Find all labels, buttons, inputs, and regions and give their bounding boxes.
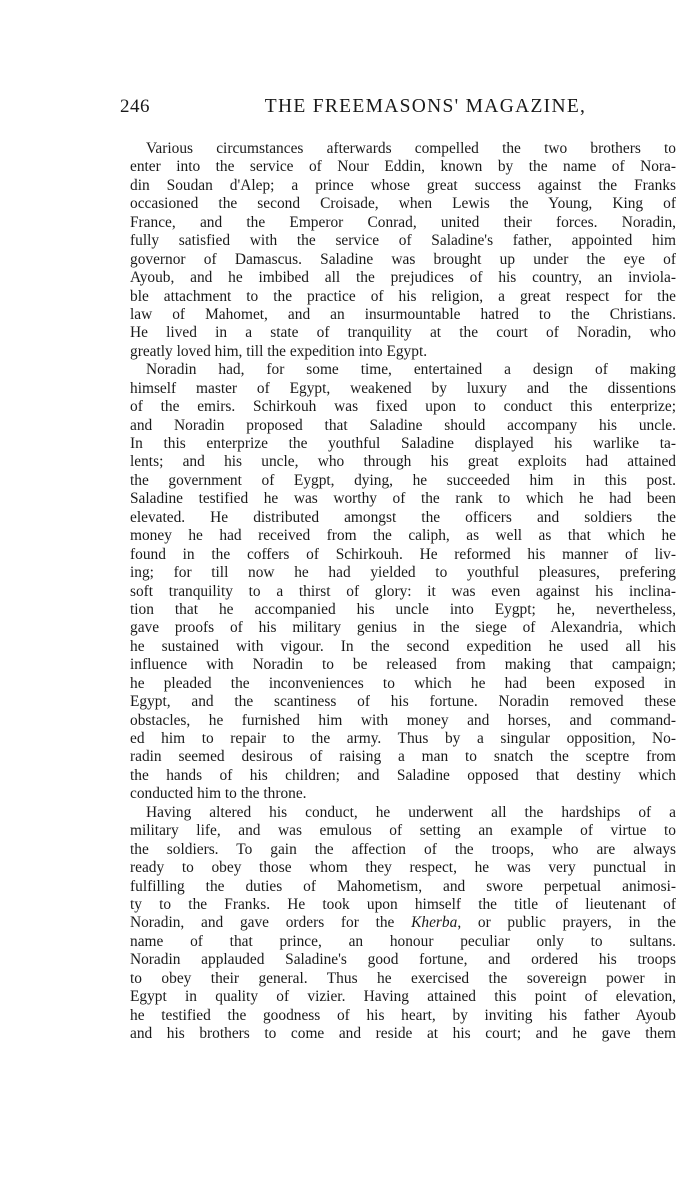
text-line: Having altered his conduct, he underwent all the hardships of a (146, 803, 676, 821)
text-line: Saladine testified he was worthy of the rank to which he had been (130, 490, 676, 508)
text-line: Noradin applauded Saladine's good fortune, and ordered his troops (130, 951, 676, 969)
text-line: conducted him to the throne. (130, 785, 307, 803)
text-line: He lived in a state of tranquility at the court of Noradin, who (130, 324, 676, 342)
text-line: elevated. He distributed amongst the officers and soldiers the (130, 508, 676, 526)
text-line: Various circumstances afterwards compelled the two brothers to (146, 140, 676, 157)
body-text (130, 140, 676, 1043)
text-line: the government of Eygpt, dying, he succeeded him in this post. (130, 471, 676, 489)
text-line: obstacles, he furnished him with money and horses, and command- (130, 711, 676, 729)
page-number: 246 (120, 96, 150, 117)
text-line: money he had received from the caliph, as well as that which he (130, 527, 676, 545)
text-line: himself master of Egypt, weakened by luxury and the dissentions (130, 379, 676, 397)
text-line: Ayoub, and he imbibed all the prejudices of his country, an inviola- (130, 269, 676, 287)
text-line: found in the coffers of Schirkouh. He reformed his manner of liv- (130, 545, 676, 563)
text-line: din Soudan d'Alep; a prince whose great success against the Franks (130, 176, 676, 194)
text-line: ing; for till now he had yielded to youthful pleasures, prefering (130, 564, 676, 582)
text-line: ready to obey those whom they respect, he was very punctual in (130, 859, 676, 877)
text-line: the soldiers. To gain the affection of the troops, who are always (130, 840, 676, 858)
text-line: law of Mahomet, and an insurmountable hatred to the Christians. (130, 305, 676, 323)
text-segment: Noradin, and gave orders for the (130, 914, 412, 932)
text-line: he sustained with vigour. In the second expedition he used all his (130, 637, 676, 655)
text-line: tion that he accompanied his uncle into Eygpt; he, nevertheless, (130, 600, 676, 618)
text-line: Egypt in quality of vizier. Having attained this point of elevation, (130, 988, 676, 1006)
text-line: In this enterprize the youthful Saladine displayed his warlike ta- (130, 435, 676, 452)
text-line: he pleaded the inconveniences to which he had been exposed in (130, 674, 676, 692)
text-line: the hands of his children; and Saladine opposed that destiny which (130, 766, 676, 784)
text-segment: , or public prayers, in the (457, 914, 676, 932)
text-line: soft tranquility to a thirst of glory: it was even against his inclina- (130, 582, 676, 600)
text-line: greatly loved him, till the expedition into Egypt. (130, 342, 428, 360)
text-line: and his brothers to come and reside at his court; and he gave them (130, 1025, 676, 1042)
italic-word: Kherba (411, 914, 458, 932)
text-line: ed him to repair to the army. Thus by a singular opposition, No- (130, 730, 676, 747)
text-line: ble attachment to the practice of his religion, a great respect for the (130, 287, 676, 305)
text-line: and Noradin proposed that Saladine should accompany his uncle. (130, 416, 676, 434)
text-line: Egypt, and the scantiness of his fortune. Noradin removed these (130, 693, 676, 711)
text-line: name of that prince, an honour peculiar only to sultans. (130, 932, 676, 950)
text-line: fully satisfied with the service of Saladine's father, appointed him (130, 232, 676, 250)
text-line: he testified the goodness of his heart, by inviting his father Ayoub (130, 1006, 676, 1024)
text-line: radin seemed desirous of raising a man to snatch the sceptre from (130, 748, 676, 766)
text-line: lents; and his uncle, who through his great exploits had attained (130, 453, 676, 471)
text-line: military life, and was emulous of setting an example of virtue to (130, 822, 676, 840)
text-line-with-italic (130, 914, 676, 932)
text-line: France, and the Emperor Conrad, united their forces. Noradin, (130, 213, 676, 231)
text-line: governor of Damascus. Saladine was brought up under the eye of (130, 250, 676, 268)
running-title: THE FREEMASONS' MAGAZINE, (264, 96, 587, 117)
text-line: of the emirs. Schirkouh was fixed upon to conduct this enterprize; (130, 398, 676, 416)
text-line: fulfilling the duties of Mahometism, and swore perpetual animosi- (130, 877, 676, 895)
text-line: to obey their general. Thus he exercised the sovereign power in (130, 969, 676, 987)
page-header (120, 96, 685, 132)
text-line: ty to the Franks. He took upon himself the title of lieutenant of (130, 895, 676, 913)
text-line: enter into the service of Nour Eddin, known by the name of Nora- (130, 158, 676, 176)
text-line: Noradin had, for some time, entertained a design of making (146, 361, 676, 379)
text-line: occasioned the second Croisade, when Lewis the Young, King of (130, 195, 676, 213)
text-line: gave proofs of his military genius in the siege of Alexandria, which (130, 619, 676, 637)
text-line: influence with Noradin to be released from making that campaign; (130, 656, 676, 674)
